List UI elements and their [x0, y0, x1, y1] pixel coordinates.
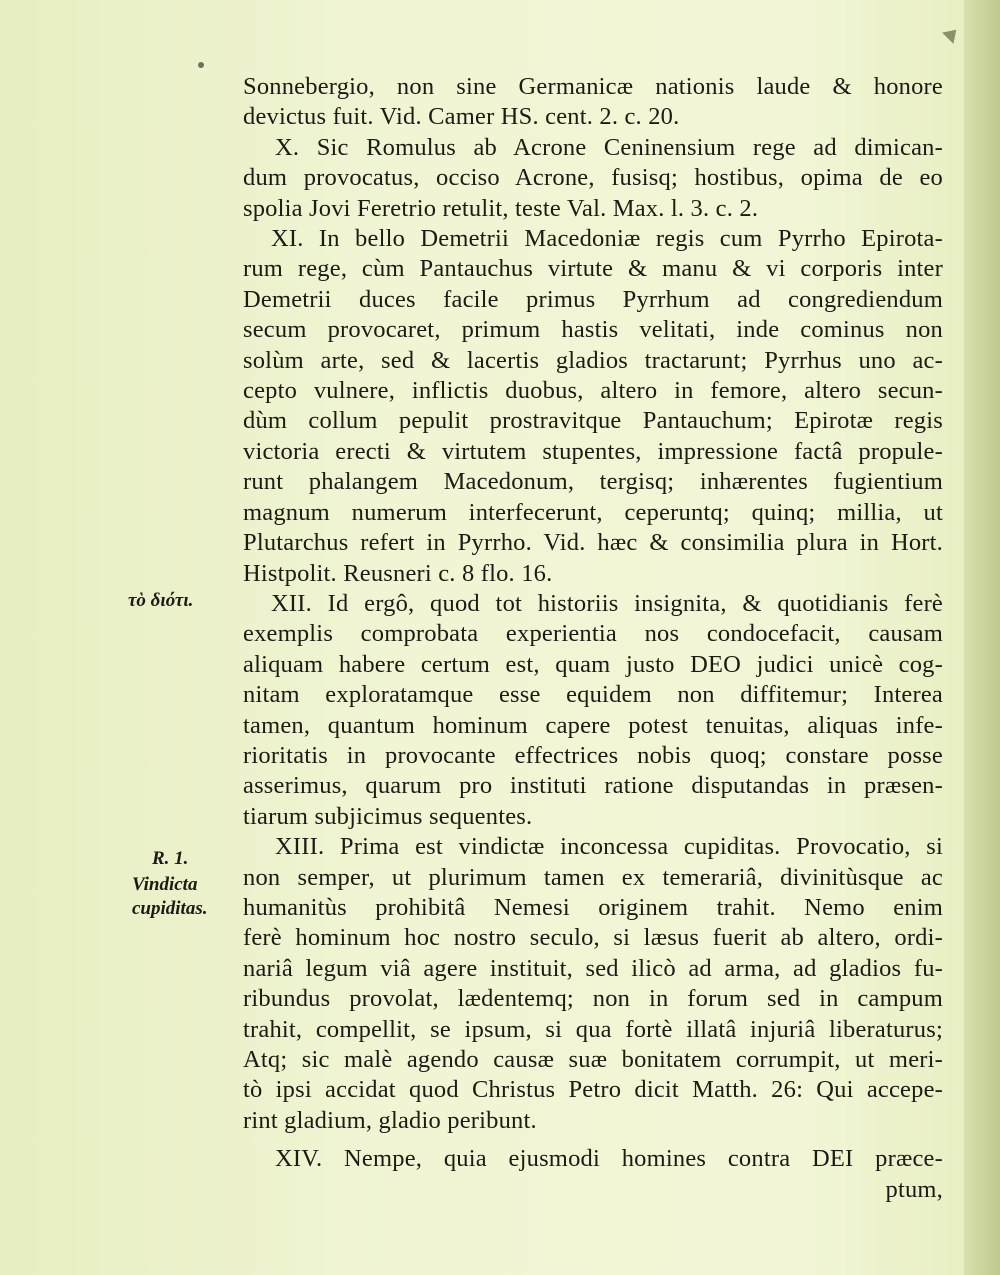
text-line: solùm arte, sed & lacertis gladios tractarunt; Pyrrhus uno ac- — [243, 346, 943, 374]
text-line: nariâ legum viâ agere instituit, sed ilicò ad arma, ad gladios fu- — [243, 954, 943, 982]
main-text — [243, 72, 943, 1205]
text-line: humanitùs prohibitâ Nemesi originem trahit. Nemo enim — [243, 893, 943, 921]
margin-note-to-dioti: τὸ διότι. — [128, 590, 194, 611]
catchword: ptum, — [885, 1175, 943, 1203]
paragraph-xiv — [243, 1144, 943, 1205]
text-line: spolia Jovi Feretrio retulit, teste Val. Max. l. 3. c. 2. — [243, 194, 759, 222]
text-line: XI. In bello Demetrii Macedoniæ regis cum Pyrrho Epirota- — [271, 225, 943, 253]
paragraph-xiii — [243, 832, 943, 1136]
text-line: Sonnebergio, non sine Germanicæ nationis laude & honore — [243, 73, 943, 100]
text-line: tiarum subjicimus sequentes. — [243, 802, 533, 830]
text-line: rum rege, cùm Pantauchus virtute & manu & vi corporis inter — [243, 255, 943, 283]
text-line: tò ipsi accidat quod Christus Petro dicit Matth. 26: Qui accepe- — [243, 1076, 943, 1104]
text-line: runt phalangem Macedonum, tergisq; inhærentes fugientium — [243, 468, 943, 496]
text-line: non semper, ut plurimum tamen ex temerariâ, divinitùsque ac — [243, 863, 943, 891]
page-corner-mark — [942, 24, 962, 44]
text-line: victoria erecti & virtutem stupentes, impressione factâ propule- — [243, 437, 943, 465]
paragraph-0 — [243, 72, 943, 133]
text-line: devictus fuit. Vid. Camer HS. cent. 2. c. 20. — [243, 103, 680, 131]
paragraph-x — [243, 133, 943, 224]
text-line: magnum numerum interfecerunt, ceperuntq; quinq; millia, ut — [243, 498, 943, 526]
text-line: ribundus provolat, lædentemq; non in forum sed in campum — [243, 985, 943, 1013]
text-line: Plutarchus refert in Pyrrho. Vid. hæc & consimilia plura in Hort. — [243, 529, 943, 557]
text-line: Atq; sic malè agendo causæ suæ bonitatem corrumpit, ut meri- — [243, 1046, 943, 1073]
text-line: Histpolit. Reusneri c. 8 flo. 16. — [243, 559, 553, 587]
text-line: tamen, quantum hominum capere potest tenuitas, aliquas infe- — [243, 711, 943, 739]
margin-note-r1-subtitle: cupiditas. — [132, 898, 208, 919]
ink-spot — [198, 62, 204, 68]
paragraph-xi — [243, 224, 943, 589]
page-gutter — [964, 0, 1000, 1275]
text-line: secum provocaret, primum hastis velitati, inde cominus non — [243, 316, 943, 344]
text-line: asserimus, quarum pro instituti ratione disputandas in præsen- — [243, 772, 943, 800]
text-line: rint gladium, gladio peribunt. — [243, 1106, 537, 1134]
text-line: XII. Id ergô, quod tot historiis insignita, & quotidianis ferè — [271, 589, 943, 617]
text-line: cepto vulnere, inflictis duobus, altero in femore, altero secun- — [243, 377, 943, 405]
text-line: exemplis comprobata experientia nos condocefacit, causam — [243, 620, 943, 648]
text-line: dum provocatus, occiso Acrone, fusisq; hostibus, opima de eo — [243, 164, 943, 192]
text-line: aliquam habere certum est, quam justo DEO judici unicè cog- — [243, 650, 943, 678]
margin-note-r1-label: R. 1. — [152, 848, 189, 869]
text-line: dùm collum pepulit prostravitque Pantauchum; Epirotæ regis — [243, 407, 943, 435]
margin-note-r1-title: Vindicta — [132, 874, 198, 895]
text-line: X. Sic Romulus ab Acrone Ceninensium rege ad dimican- — [275, 133, 943, 161]
paragraph-xii — [243, 589, 943, 832]
text-line: rioritatis in provocante effectrices nobis quoq; constare posse — [243, 741, 943, 769]
text-line: nitam exploratamque esse equidem non diffitemur; Interea — [243, 681, 943, 709]
text-line: ferè hominum hoc nostro seculo, si læsus fuerit ab altero, ordi- — [243, 924, 943, 952]
text-line: XIV. Nempe, quia ejusmodi homines contra DEI præce- — [275, 1145, 943, 1173]
text-line: Demetrii duces facile primus Pyrrhum ad congrediendum — [243, 285, 943, 313]
text-line: XIII. Prima est vindictæ inconcessa cupiditas. Provocatio, si — [275, 833, 943, 861]
text-line: trahit, compellit, se ipsum, si qua fortè illatâ injuriâ liberaturus; — [243, 1015, 943, 1043]
